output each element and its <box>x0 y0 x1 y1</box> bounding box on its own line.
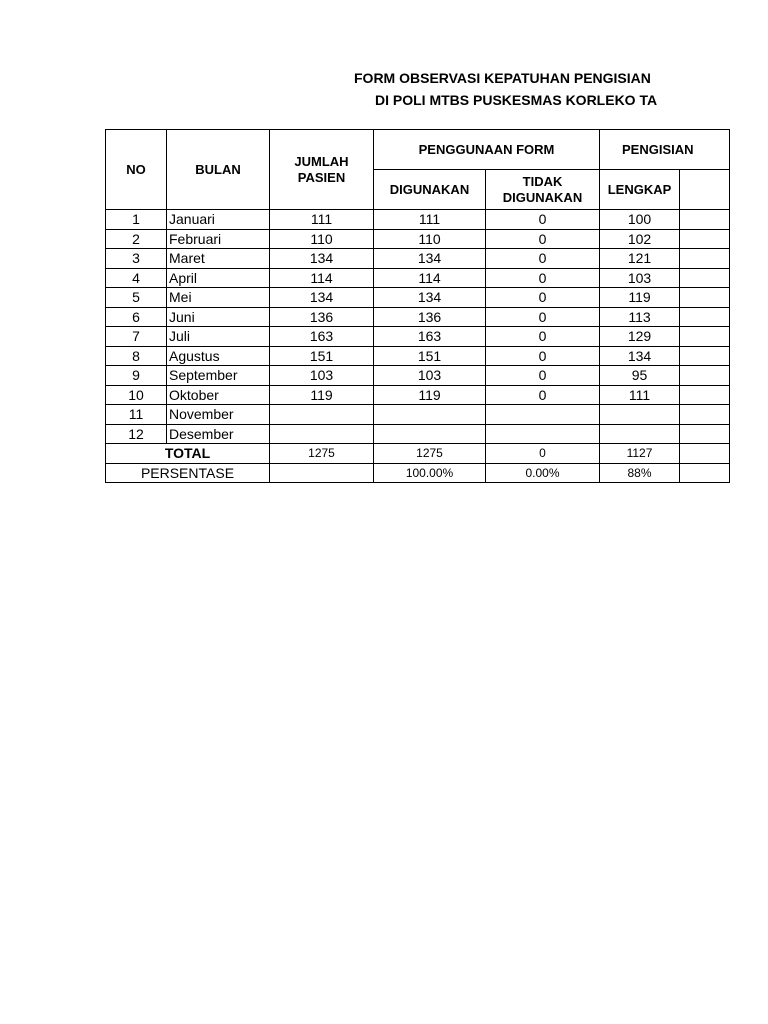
row-bulan: Februari <box>167 229 270 249</box>
row-digunakan: 136 <box>374 307 486 327</box>
form-title: FORM OBSERVASI KEPATUHAN PENGISIAN <box>354 70 651 86</box>
row-jumlah-pasien: 103 <box>270 366 374 386</box>
row-extra <box>680 307 730 327</box>
row-no: 3 <box>106 249 167 269</box>
persentase-row <box>106 463 730 483</box>
row-bulan: Oktober <box>167 385 270 405</box>
row-digunakan: 111 <box>374 210 486 230</box>
persentase-jumlah <box>270 463 374 483</box>
row-no: 6 <box>106 307 167 327</box>
row-no: 7 <box>106 327 167 347</box>
row-extra <box>680 249 730 269</box>
row-bulan: Agustus <box>167 346 270 366</box>
row-lengkap: 134 <box>600 346 680 366</box>
row-jumlah-pasien: 134 <box>270 249 374 269</box>
row-jumlah-pasien <box>270 405 374 425</box>
row-tidak-digunakan <box>486 405 600 425</box>
row-lengkap: 103 <box>600 268 680 288</box>
table-row <box>106 307 730 327</box>
row-bulan: Juni <box>167 307 270 327</box>
row-no: 9 <box>106 366 167 386</box>
total-digunakan: 1275 <box>374 444 486 464</box>
row-bulan: Mei <box>167 288 270 308</box>
row-jumlah-pasien: 119 <box>270 385 374 405</box>
row-no: 8 <box>106 346 167 366</box>
row-lengkap: 111 <box>600 385 680 405</box>
table-row <box>106 288 730 308</box>
header-digunakan: DIGUNAKAN <box>374 170 486 210</box>
persentase-lengkap: 88% <box>600 463 680 483</box>
header-jumlah-pasien: JUMLAH PASIEN <box>270 130 374 210</box>
header-no: NO <box>106 130 167 210</box>
row-jumlah-pasien: 111 <box>270 210 374 230</box>
row-extra <box>680 385 730 405</box>
row-no: 11 <box>106 405 167 425</box>
header-pengisian: PENGISIAN <box>600 130 730 170</box>
row-jumlah-pasien: 163 <box>270 327 374 347</box>
persentase-digunakan: 100.00% <box>374 463 486 483</box>
observation-table <box>105 129 730 483</box>
row-extra <box>680 327 730 347</box>
total-row <box>106 444 730 464</box>
row-tidak-digunakan: 0 <box>486 346 600 366</box>
row-no: 1 <box>106 210 167 230</box>
header-lengkap: LENGKAP <box>600 170 680 210</box>
row-no: 12 <box>106 424 167 444</box>
table-row <box>106 229 730 249</box>
row-jumlah-pasien: 134 <box>270 288 374 308</box>
table-row <box>106 424 730 444</box>
observation-table-viewport <box>105 129 694 482</box>
row-jumlah-pasien: 114 <box>270 268 374 288</box>
row-lengkap: 102 <box>600 229 680 249</box>
row-lengkap <box>600 405 680 425</box>
row-jumlah-pasien: 110 <box>270 229 374 249</box>
table-row <box>106 346 730 366</box>
row-no: 2 <box>106 229 167 249</box>
table-body <box>106 210 730 444</box>
row-extra <box>680 405 730 425</box>
row-digunakan <box>374 405 486 425</box>
persentase-label: PERSENTASE <box>106 463 270 483</box>
row-bulan: Januari <box>167 210 270 230</box>
row-bulan: November <box>167 405 270 425</box>
header-extra <box>680 170 730 210</box>
total-tidak-digunakan: 0 <box>486 444 600 464</box>
row-tidak-digunakan: 0 <box>486 385 600 405</box>
row-tidak-digunakan: 0 <box>486 366 600 386</box>
row-jumlah-pasien <box>270 424 374 444</box>
row-digunakan: 110 <box>374 229 486 249</box>
table-row <box>106 327 730 347</box>
row-lengkap <box>600 424 680 444</box>
row-jumlah-pasien: 151 <box>270 346 374 366</box>
row-tidak-digunakan: 0 <box>486 307 600 327</box>
row-lengkap: 119 <box>600 288 680 308</box>
row-extra <box>680 229 730 249</box>
row-lengkap: 100 <box>600 210 680 230</box>
header-bulan: BULAN <box>167 130 270 210</box>
row-lengkap: 121 <box>600 249 680 269</box>
header-penggunaan-form: PENGGUNAAN FORM <box>374 130 600 170</box>
row-bulan: Maret <box>167 249 270 269</box>
row-extra <box>680 210 730 230</box>
persentase-extra <box>680 463 730 483</box>
row-extra <box>680 424 730 444</box>
row-lengkap: 129 <box>600 327 680 347</box>
row-digunakan: 134 <box>374 288 486 308</box>
row-tidak-digunakan: 0 <box>486 288 600 308</box>
header-tidak-digunakan: TIDAK DIGUNAKAN <box>486 170 600 210</box>
table-row <box>106 366 730 386</box>
row-tidak-digunakan: 0 <box>486 327 600 347</box>
row-extra <box>680 346 730 366</box>
table-row <box>106 268 730 288</box>
row-lengkap: 113 <box>600 307 680 327</box>
row-tidak-digunakan: 0 <box>486 229 600 249</box>
row-tidak-digunakan: 0 <box>486 210 600 230</box>
row-tidak-digunakan: 0 <box>486 249 600 269</box>
table-row <box>106 210 730 230</box>
row-no: 4 <box>106 268 167 288</box>
row-bulan: April <box>167 268 270 288</box>
table-row <box>106 249 730 269</box>
total-jumlah: 1275 <box>270 444 374 464</box>
row-no: 10 <box>106 385 167 405</box>
total-extra <box>680 444 730 464</box>
row-extra <box>680 366 730 386</box>
row-bulan: Desember <box>167 424 270 444</box>
row-extra <box>680 288 730 308</box>
row-jumlah-pasien: 136 <box>270 307 374 327</box>
form-subtitle: DI POLI MTBS PUSKESMAS KORLEKO TA <box>375 92 658 108</box>
row-extra <box>680 268 730 288</box>
row-digunakan <box>374 424 486 444</box>
row-tidak-digunakan: 0 <box>486 268 600 288</box>
table-row <box>106 405 730 425</box>
row-digunakan: 163 <box>374 327 486 347</box>
total-lengkap: 1127 <box>600 444 680 464</box>
row-digunakan: 119 <box>374 385 486 405</box>
row-digunakan: 114 <box>374 268 486 288</box>
row-digunakan: 103 <box>374 366 486 386</box>
row-digunakan: 151 <box>374 346 486 366</box>
row-digunakan: 134 <box>374 249 486 269</box>
total-label: TOTAL <box>106 444 270 464</box>
table-row <box>106 385 730 405</box>
row-bulan: Juli <box>167 327 270 347</box>
row-bulan: September <box>167 366 270 386</box>
row-lengkap: 95 <box>600 366 680 386</box>
persentase-tidak-digunakan: 0.00% <box>486 463 600 483</box>
row-tidak-digunakan <box>486 424 600 444</box>
row-no: 5 <box>106 288 167 308</box>
table-summary <box>106 444 730 483</box>
